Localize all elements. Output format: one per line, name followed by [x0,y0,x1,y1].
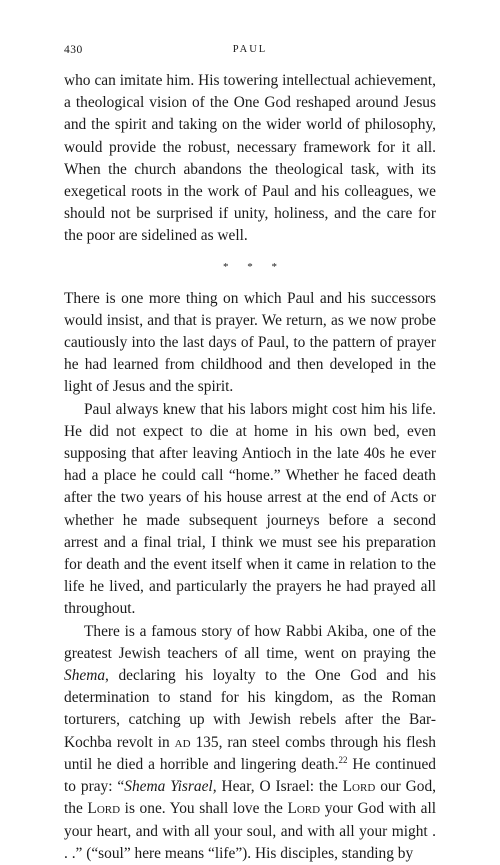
text-run: 135, ran steel combs through his flesh until he died a horrible and lingering death. [64,733,436,773]
page-number: 430 [64,44,83,56]
page-header [64,44,436,62]
lord-small-caps: Lord [87,800,121,818]
lord-small-caps: Lord [287,800,321,818]
era-abbreviation: ad [174,733,191,751]
section-break: * * * [223,260,285,273]
text-run: Hear, O Israel: the [216,778,343,796]
text-run: your God with all your heart, and with all your soul, and with all your might . . .” (“soul” here means “life”). His disciples, standing by [64,800,437,862]
paragraph-1: who can imitate him. His towering intellectual achievement, a theological vision of the One God reshaped around Jesus and the spirit and taking on the wider world of philosophy, would provide the robust, necessary framework for it all. When the church abandons the theological task, with its exegetical roots in the work of Paul and his colleagues, we should not be surprised if unity, holiness, and the care for the poor are sidelined as well. [64,72,436,245]
paragraph-4 [64,621,436,865]
lord-small-caps: Lord [342,778,376,796]
text-run: He continued to pray: “ [64,755,436,796]
text-run: is one. You shall love the [120,800,288,818]
text-run: , declaring his loyalty to the One God and his determination to stand for his kingdom, as the Roman torturers, catching up with Jewish rebels after the Bar-Kochba revolt in [64,667,436,751]
text-run: our God, the [64,778,437,818]
text-run: There is a famous story of how Rabbi Akiba, one of the greatest Jewish teachers of all time, went on praying the [64,622,436,662]
running-head: PAUL [232,44,268,55]
footnote-reference: 22 [338,754,348,765]
shema-phrase: Shema Yisrael, [124,778,217,796]
paragraph-2: There is one more thing on which Paul and his successors would insist, and that is prayer. We return, as we now probe cautiously into the last days of Paul, to the pattern of prayer he had learned from childhood and then developed in the light of Jesus and the spirit. [64,289,436,396]
shema-term: Shema [64,667,106,685]
body-text [64,70,436,865]
paragraph-3: Paul always knew that his labors might cost him his life. He did not expect to die at home in his own bed, even supposing that after leaving Antioch in the late 40s he ever had a place he could call “home.” Whether he faced death after the two years of his house arrest at the end of Acts or whether he made subsequent journeys before a second arrest and a final trial, I think we must see his preparation for death and the event itself when it came in relation to the life he lived, and particularly the prayers he had prayed all throughout. [64,400,436,618]
